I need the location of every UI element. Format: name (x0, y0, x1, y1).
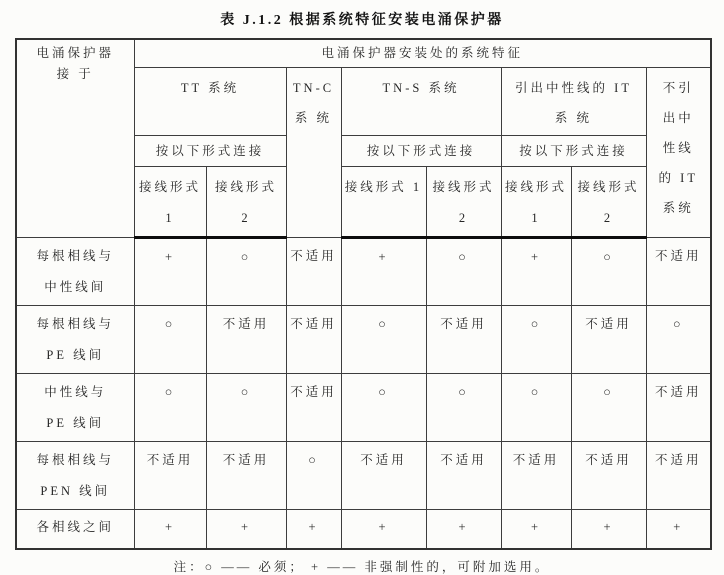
it-no-neutral-line4: 的 IT (658, 171, 698, 185)
cell-value: + (571, 510, 646, 550)
cell-value: ○ (341, 374, 426, 442)
row-label-line1: 每根相线与 (36, 317, 114, 331)
cell-value: 不适用 (501, 442, 571, 510)
cell-value: + (341, 238, 426, 306)
cell-value: 不适用 (571, 442, 646, 510)
row-label-line1: 中性线与 (44, 385, 107, 399)
tnc-system-header (286, 68, 341, 238)
cell-value: 不适用 (341, 442, 426, 510)
tns-connect-label: 按以下形式连接 (341, 136, 501, 167)
it-neutral-line2: 系 统 (554, 111, 593, 125)
table-row (16, 442, 711, 510)
cell-value: 不适用 (286, 374, 341, 442)
surge-protector-table (15, 38, 712, 550)
it-with-neutral-header (501, 68, 646, 136)
it-form1-header: 接线形式 1 (501, 167, 571, 238)
row-label (16, 442, 134, 510)
cell-value: 不适用 (646, 238, 711, 306)
tt-system-header: TT 系统 (134, 68, 286, 136)
tns-system-header: TN-S 系统 (341, 68, 501, 136)
tnc-line1: TN-C (292, 81, 335, 95)
cell-value: ○ (426, 238, 501, 306)
cell-value: 不适用 (206, 306, 286, 374)
cell-value: + (134, 238, 206, 306)
system-characteristics-header: 电涌保护器安装处的系统特征 (134, 39, 711, 68)
tnc-line2: 系 统 (294, 111, 333, 125)
cell-value: ○ (341, 306, 426, 374)
row-label (16, 238, 134, 306)
table-row (16, 374, 711, 442)
table-note: 注：○ —— 必须； + —— 非强制性的，可附加选用。 (173, 560, 551, 574)
row-label-line1: 各相线之间 (36, 520, 114, 534)
tns-form1-header: 接线形式 1 (341, 167, 426, 238)
it-no-neutral-line3: 性线 (662, 141, 694, 155)
it-form2-header: 接线形式 2 (571, 167, 646, 238)
cell-value: ○ (501, 374, 571, 442)
cell-value: ○ (286, 442, 341, 510)
cell-value: + (501, 510, 571, 550)
cell-value: ○ (571, 374, 646, 442)
cell-value: ○ (426, 374, 501, 442)
it-neutral-line1: 引出中性线的 IT (515, 81, 632, 95)
table-row (16, 238, 711, 306)
cell-value: + (286, 510, 341, 550)
row-label-line2: PE 线间 (46, 416, 105, 430)
row-label (16, 374, 134, 442)
tns-form2-header: 接线形式 2 (426, 167, 501, 238)
row-label-line1: 每根相线与 (36, 453, 114, 467)
it-no-neutral-header (646, 68, 711, 238)
tt-form2-header: 接线形式 2 (206, 167, 286, 238)
cell-value: ○ (646, 306, 711, 374)
cell-value: 不适用 (286, 238, 341, 306)
row-label-line2: PE 线间 (46, 348, 105, 362)
cell-value: 不适用 (426, 442, 501, 510)
cell-value: 不适用 (646, 374, 711, 442)
cell-value: ○ (206, 238, 286, 306)
cell-value: + (206, 510, 286, 550)
corner-line1: 电涌保护器 (36, 46, 114, 60)
cell-value: 不适用 (646, 442, 711, 510)
cell-value: ○ (206, 374, 286, 442)
cell-value: ○ (134, 306, 206, 374)
cell-value: + (134, 510, 206, 550)
row-label-line2: PEN 线间 (40, 484, 111, 498)
cell-value: 不适用 (571, 306, 646, 374)
cell-value: + (501, 238, 571, 306)
it-no-neutral-line5: 系统 (662, 201, 694, 215)
header-row-top (16, 39, 711, 68)
cell-value: 不适用 (286, 306, 341, 374)
cell-value: + (341, 510, 426, 550)
tt-connect-label: 按以下形式连接 (134, 136, 286, 167)
cell-value: ○ (571, 238, 646, 306)
it-no-neutral-line2: 出中 (662, 111, 694, 125)
table-row (16, 510, 711, 550)
it-connect-label: 按以下形式连接 (501, 136, 646, 167)
cell-value: 不适用 (426, 306, 501, 374)
table-row (16, 306, 711, 374)
cell-value: + (426, 510, 501, 550)
cell-value: ○ (501, 306, 571, 374)
it-no-neutral-line1: 不引 (662, 81, 694, 95)
row-label (16, 306, 134, 374)
row-label-line1: 每根相线与 (36, 249, 114, 263)
cell-value: + (646, 510, 711, 550)
cell-value: 不适用 (206, 442, 286, 510)
row-label (16, 510, 134, 550)
row-label-line2: 中性线间 (44, 280, 107, 294)
cell-value: ○ (134, 374, 206, 442)
tt-form1-header: 接线形式 1 (134, 167, 206, 238)
cell-value: 不适用 (134, 442, 206, 510)
corner-header-cell (16, 39, 134, 238)
table-title: 表 J.1.2 根据系统特征安装电涌保护器 (220, 13, 504, 28)
corner-line2: 接 于 (56, 67, 94, 81)
